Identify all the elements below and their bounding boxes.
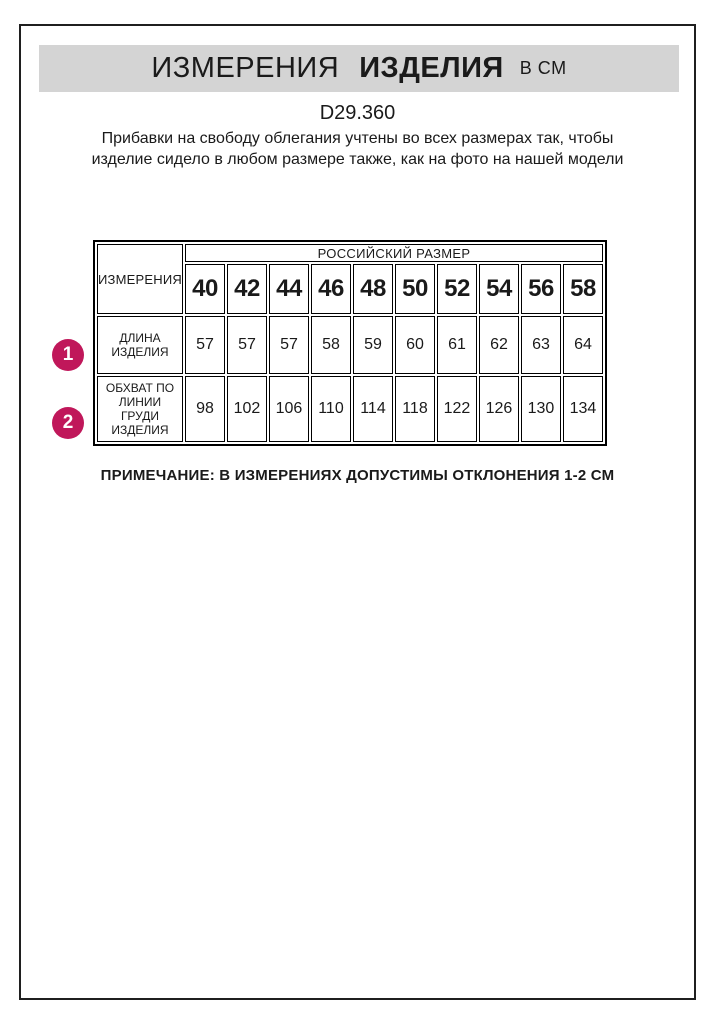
value-cell: 59 — [353, 316, 393, 374]
value-cell: 64 — [563, 316, 603, 374]
value-cell: 57 — [227, 316, 267, 374]
note-text: ПРИМЕЧАНИЕ: В ИЗМЕРЕНИЯХ ДОПУСТИМЫ ОТКЛОНЕНИЯ 1-2 СМ — [100, 467, 615, 484]
value-cell: 61 — [437, 316, 477, 374]
value-cell: 57 — [185, 316, 225, 374]
value-cell: 130 — [521, 376, 561, 442]
value-cell: 58 — [311, 316, 351, 374]
table-row-length — [97, 316, 603, 374]
value-cell: 126 — [479, 376, 519, 442]
title-bar — [39, 45, 679, 92]
value-cell: 98 — [185, 376, 225, 442]
value-cell: 102 — [227, 376, 267, 442]
fit-description: Прибавки на свободу облегания учтены во всех размерах так, чтобы изделие сидело в любом размере также, как на фото на нашей модели — [91, 130, 624, 168]
table-row-chest — [97, 376, 603, 442]
title-unit-cm: В СМ — [519, 58, 567, 78]
size-header-cell: 56 — [521, 264, 561, 314]
size-header-cell: 48 — [353, 264, 393, 314]
value-cell: 122 — [437, 376, 477, 442]
title-word-product: ИЗДЕЛИЯ — [359, 52, 504, 84]
marker-badge-1: 1 — [52, 339, 84, 371]
size-header-cell: 46 — [311, 264, 351, 314]
size-header-cell: 42 — [227, 264, 267, 314]
title-word-measurements: ИЗМЕРЕНИЯ — [151, 52, 340, 84]
size-table — [93, 240, 607, 446]
corner-header-cell: ИЗМЕРЕНИЯ — [97, 244, 183, 314]
table-area — [93, 240, 607, 446]
marker-badge-2: 2 — [52, 407, 84, 439]
size-header-cell: 58 — [563, 264, 603, 314]
value-cell: 60 — [395, 316, 435, 374]
value-cell: 106 — [269, 376, 309, 442]
size-header-cell: 40 — [185, 264, 225, 314]
value-cell: 57 — [269, 316, 309, 374]
product-code: D29.360 — [319, 102, 396, 124]
row-label-length: ДЛИНА ИЗДЕЛИЯ — [97, 316, 183, 374]
size-header-cell: 44 — [269, 264, 309, 314]
size-header-cell: 52 — [437, 264, 477, 314]
value-cell: 63 — [521, 316, 561, 374]
page-frame — [19, 24, 696, 1000]
row-label-chest: ОБХВАТ ПО ЛИНИИ ГРУДИ ИЗДЕЛИЯ — [97, 376, 183, 442]
value-cell: 118 — [395, 376, 435, 442]
header-text — [21, 102, 694, 170]
value-cell: 134 — [563, 376, 603, 442]
size-header-cell: 54 — [479, 264, 519, 314]
value-cell: 62 — [479, 316, 519, 374]
table-group-header-row — [97, 244, 603, 262]
value-cell: 110 — [311, 376, 351, 442]
size-header-cell: 50 — [395, 264, 435, 314]
size-group-header: РОССИЙСКИЙ РАЗМЕР — [185, 244, 603, 262]
value-cell: 114 — [353, 376, 393, 442]
